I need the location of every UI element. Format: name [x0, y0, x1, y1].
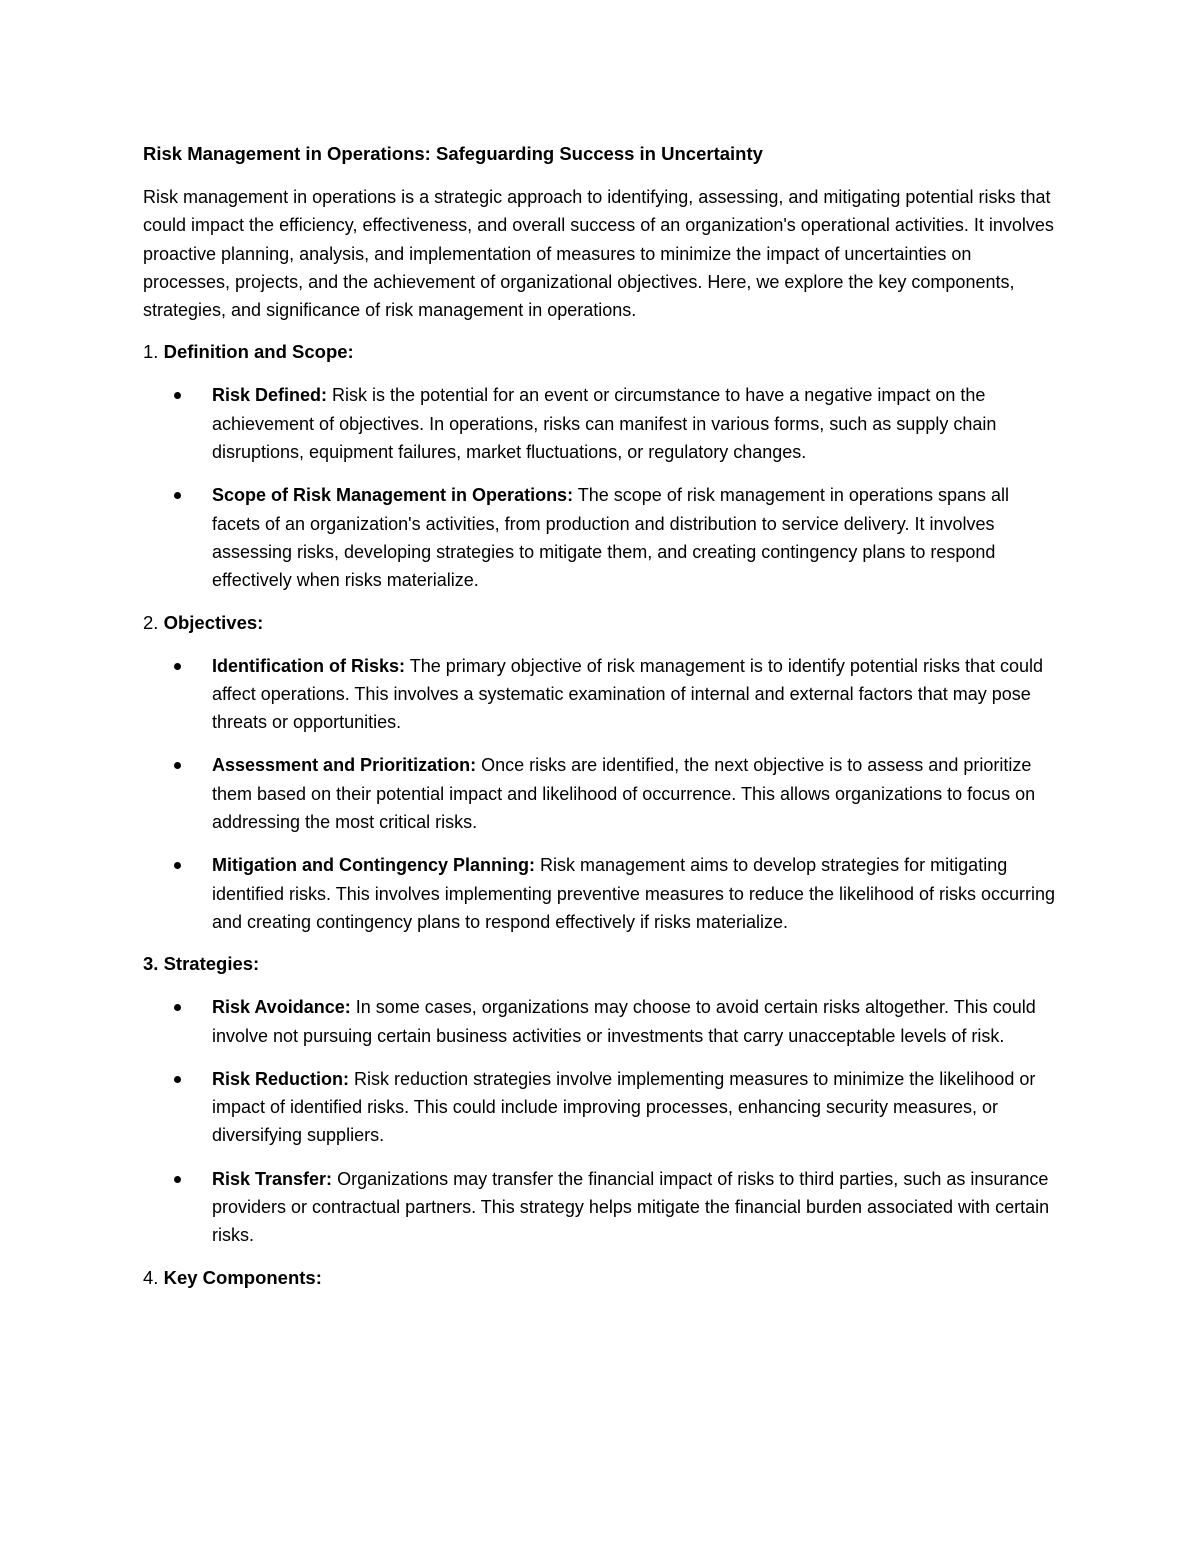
item-text: Once risks are identified, the next objective is to assess and prioritize them based on their potential impact and likelihood of occurrence. This allows organizations to focus on addressing the most critical risks. — [212, 755, 1036, 833]
section-number: 3. — [143, 953, 159, 975]
item-term: Risk Transfer: — [212, 1168, 333, 1189]
item-text: Risk is the potential for an event or circumstance to have a negative impact on the achievement of objectives. In operations, risks can manifest in various forms, such as supply chain disruptions, equipment failures, market fluctuations, or regulatory changes. — [212, 385, 997, 463]
item-term: Mitigation and Contingency Planning: — [212, 855, 535, 876]
section-label: Strategies: — [163, 953, 260, 975]
section-label: Definition and Scope: — [163, 341, 354, 363]
item-text: Organizations may transfer the financial impact of risks to third parties, such as insurance providers or contractual partners. This strategy helps mitigate the financial burden associated with certain risks. — [212, 1168, 1050, 1246]
bullet-icon — [174, 762, 181, 769]
bullet-icon — [174, 1076, 181, 1083]
list-item — [143, 652, 1061, 737]
item-text: Risk reduction strategies involve implementing measures to minimize the likelihood or impact of identified risks. This could include improving processes, enhancing security measures, or diversifying suppliers. — [212, 1068, 1036, 1146]
section-heading — [143, 1264, 1061, 1292]
section-heading — [143, 950, 1061, 978]
list-item — [143, 851, 1061, 936]
item-term: Risk Defined: — [212, 385, 328, 406]
item-term: Assessment and Prioritization: — [212, 755, 477, 776]
item-text: The scope of risk management in operations spans all facets of an organization's activities, from production and distribution to service delivery. It involves assessing risks, developing strategies to mitigate them, and creating contingency plans to respond effectively when risks materialize. — [212, 485, 1010, 591]
item-text: Risk management aims to develop strategies for mitigating identified risks. This involves implementing preventive measures to reduce the likelihood of risks occurring and creating contingency plans to respond effectively if risks materialize. — [212, 855, 1056, 932]
list-item — [143, 993, 1061, 1050]
section-number: 1. — [143, 341, 159, 363]
section-label: Objectives: — [163, 611, 264, 633]
bullet-icon — [174, 492, 181, 499]
section-heading — [143, 338, 1061, 366]
intro-paragraph: Risk management in operations is a strategic approach to identifying, assessing, and mitigating potential risks that could impact the efficiency, effectiveness, and overall success of an organization's operational activities. It involves proactive planning, analysis, and implementation of measures to minimize the impact of uncertainties on processes, projects, and the achievement of organizational objectives. Here, we explore the key components, strategies, and significance of risk management in operations. — [143, 187, 1054, 321]
document-title: Risk Management in Operations: Safeguarding Success in Uncertainty — [143, 143, 763, 164]
list-item — [143, 381, 1061, 466]
item-term: Scope of Risk Management in Operations: — [212, 485, 574, 506]
list-item — [143, 481, 1061, 594]
list-item — [143, 1165, 1061, 1250]
bullet-icon — [174, 862, 181, 869]
document-page — [143, 139, 1061, 1307]
bullet-icon — [174, 392, 181, 399]
section-number: 4. — [143, 1266, 159, 1288]
item-term: Identification of Risks: — [212, 655, 406, 676]
bullet-icon — [174, 1004, 181, 1011]
bullet-icon — [174, 1176, 181, 1183]
item-text: The primary objective of risk management is to identify potential risks that could affect operations. This involves a systematic examination of internal and external factors that may pose threats or opportunities. — [212, 655, 1044, 733]
bullet-list — [143, 652, 1061, 937]
item-term: Risk Avoidance: — [212, 997, 351, 1018]
list-item — [143, 751, 1061, 836]
section-label: Key Components: — [163, 1266, 322, 1288]
item-text: In some cases, organizations may choose to avoid certain risks altogether. This could involve not pursuing certain business activities or investments that carry unacceptable levels of risk. — [212, 997, 1036, 1046]
section-heading — [143, 609, 1061, 637]
bullet-icon — [174, 663, 181, 670]
bullet-list — [143, 381, 1061, 594]
list-item — [143, 1065, 1061, 1150]
section-number: 2. — [143, 611, 159, 633]
bullet-list — [143, 993, 1061, 1249]
item-term: Risk Reduction: — [212, 1068, 350, 1089]
